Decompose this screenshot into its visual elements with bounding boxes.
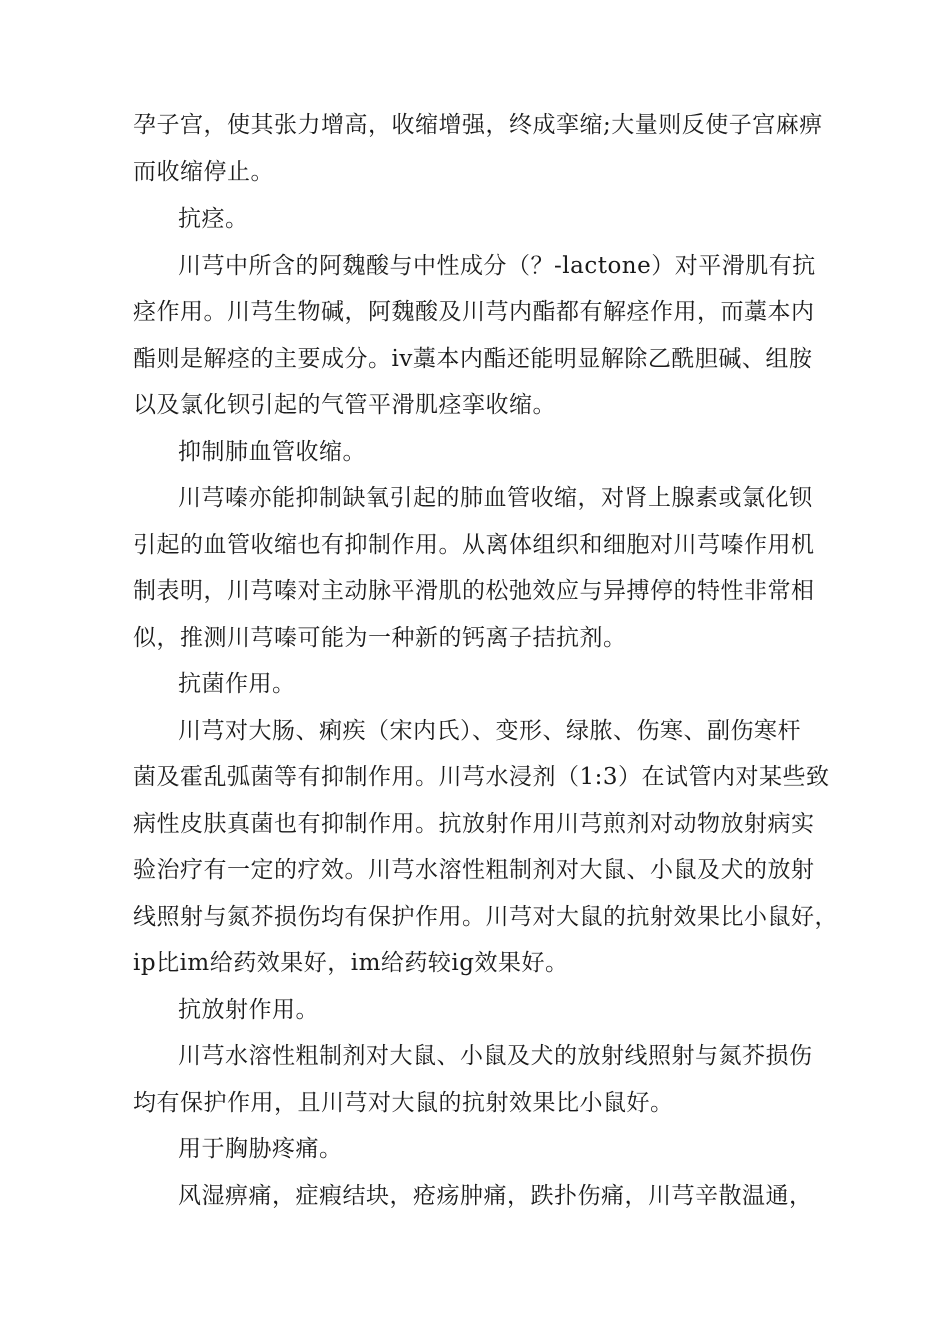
section-heading-antibacterial: 抗菌作用。: [178, 671, 296, 697]
text-line: 酯则是解痉的主要成分。iv藁本内酯还能明显解除乙酰胆碱、组胺: [133, 346, 813, 372]
text-line: 验治疗有一定的疗效。川芎水溶性粗制剂对大鼠、小鼠及犬的放射: [133, 857, 815, 883]
text-line: 川芎中所含的阿魏酸与中性成分（？-lactone）对平滑肌有抗: [178, 253, 816, 279]
text-line: 孕子宫，使其张力增高，收缩增强，终成挛缩;大量则反使子宫麻痹: [133, 112, 823, 138]
section-heading-pulmonary-vessel: 抑制肺血管收缩。: [178, 439, 366, 465]
text-line: 川芎水溶性粗制剂对大鼠、小鼠及犬的放射线照射与氮芥损伤: [178, 1043, 813, 1069]
text-line: 风湿痹痛，症瘕结块，疮疡肿痛，跌扑伤痛，川芎辛散温通，: [178, 1183, 813, 1209]
section-heading-chest-pain: 用于胸胁疼痛。: [178, 1136, 343, 1162]
text-line: 均有保护作用，且川芎对大鼠的抗射效果比小鼠好。: [133, 1090, 674, 1116]
text-line: 制表明，川芎嗪对主动脉平滑肌的松弛效应与异搏停的特性非常相: [133, 578, 815, 604]
text-line: 病性皮肤真菌也有抑制作用。抗放射作用川芎煎剂对动物放射病实: [133, 811, 815, 837]
text-line: 引起的血管收缩也有抑制作用。从离体组织和细胞对川芎嗪作用机: [133, 532, 815, 558]
text-line: 川芎对大肠、痢疾（宋内氏）、变形、绿脓、伤寒、副伤寒杆: [178, 718, 801, 744]
text-line: 痉作用。川芎生物碱，阿魏酸及川芎内酯都有解痉作用，而藁本内: [133, 299, 815, 325]
text-line: ip比im给药效果好，im给药较ig效果好。: [133, 950, 569, 976]
section-heading-antiradiation: 抗放射作用。: [178, 997, 319, 1023]
text-line: 菌及霍乱弧菌等有抑制作用。川芎水浸剂（1:3）在试管内对某些致: [133, 764, 830, 790]
section-heading-antispasm: 抗痉。: [178, 206, 249, 232]
text-line: 而收缩停止。: [133, 159, 274, 185]
text-line: 川芎嗪亦能抑制缺氧引起的肺血管收缩，对肾上腺素或氯化钡: [178, 485, 813, 511]
text-line: 线照射与氮芥损伤均有保护作用。川芎对大鼠的抗射效果比小鼠好，: [133, 904, 838, 930]
text-line: 以及氯化钡引起的气管平滑肌痉挛收缩。: [133, 392, 556, 418]
text-line: 似，推测川芎嗪可能为一种新的钙离子拮抗剂。: [133, 625, 627, 651]
